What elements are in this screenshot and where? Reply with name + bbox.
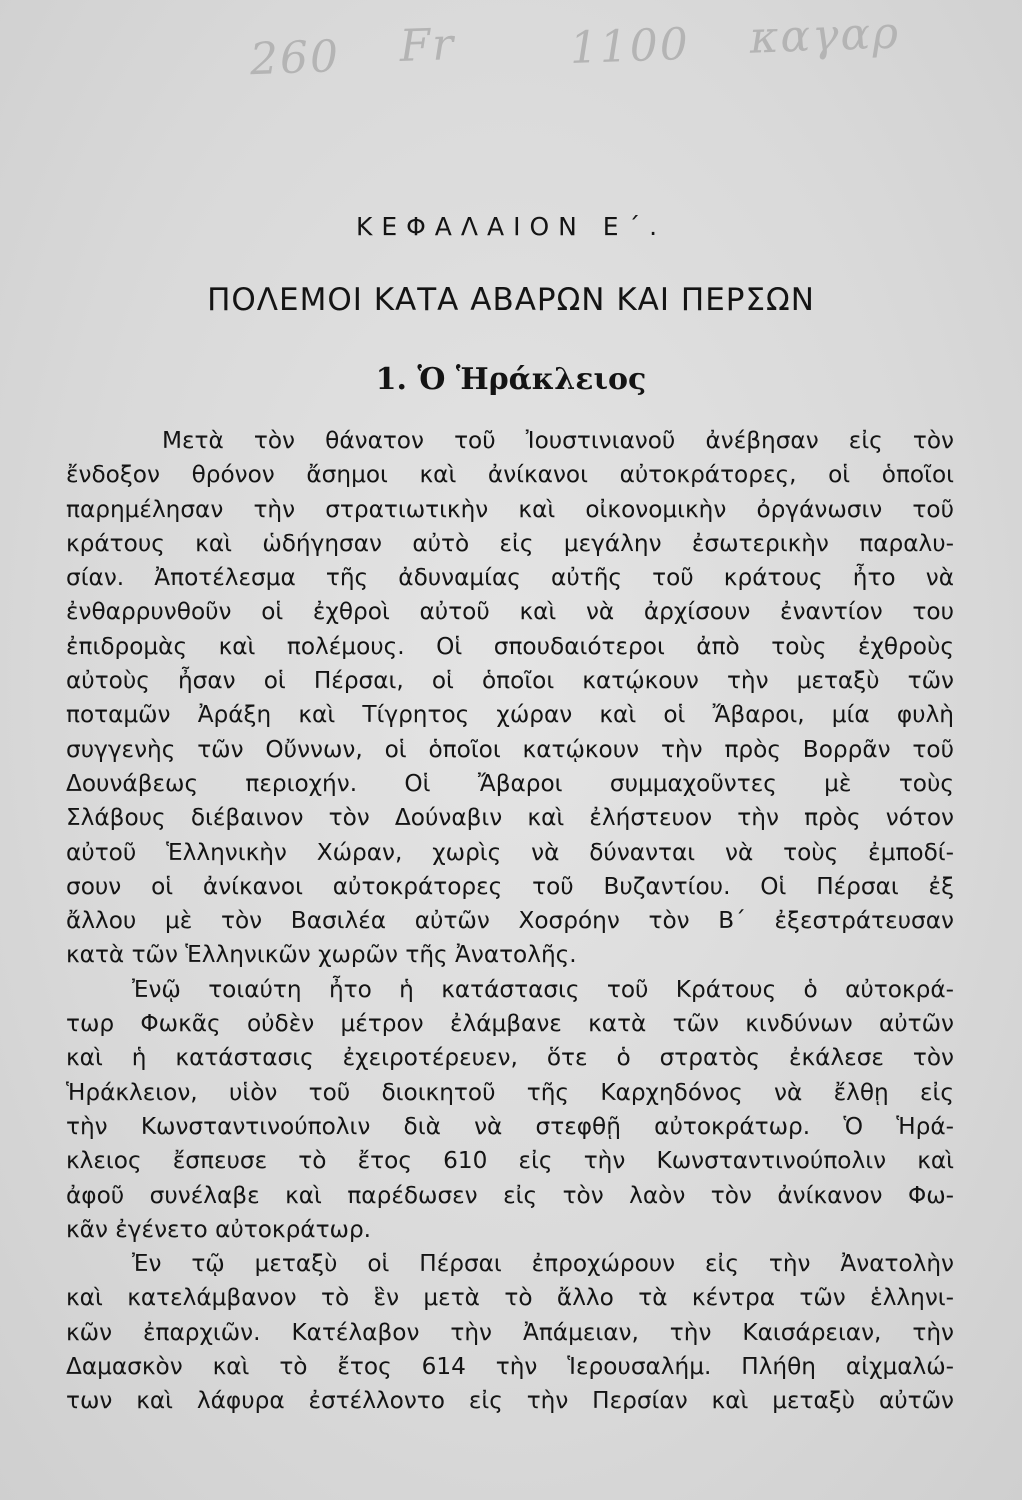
text-line: κράτους καὶ ὡδήγησαν αὐτὸ εἰς μεγάλην ἐσωτερικὴν παραλυ- xyxy=(66,529,954,557)
text-line: Ἐνῷ τοιαύτη ἦτο ἡ κατάστασις τοῦ Κράτους ὁ αὐτοκρά- xyxy=(132,975,954,1003)
text-line: συγγενὴς τῶν Οὔννων, οἱ ὁποῖοι κατῴκουν τὴν πρὸς Βορρᾶν τοῦ xyxy=(66,735,954,763)
pencil-note: 260 xyxy=(249,31,341,86)
text-line: ἐνθαρρυνθοῦν οἱ ἐχθροὶ αὐτοῦ καὶ νὰ ἀρχίσουν ἐναντίον του xyxy=(66,598,954,626)
text-line: αὐτοὺς ἦσαν οἱ Πέρσαι, οἱ ὁποῖοι κατῴκουν τὴν μεταξὺ τῶν xyxy=(66,667,954,695)
text-line: Σλάβους διέβαινον τὸν Δούναβιν καὶ ἐλήστευον τὴν πρὸς νότον xyxy=(66,804,954,832)
pencil-note: Fr xyxy=(398,19,457,72)
text-line: καὶ ἡ κατάστασις ἐχειροτέρευεν, ὅτε ὁ στρατὸς ἐκάλεσε τὸν xyxy=(66,1044,954,1072)
text-line: Μετὰ τὸν θάνατον τοῦ Ἰουστινιανοῦ ἀνέβησαν εἰς τὸν xyxy=(162,427,954,454)
text-line: ἄλλου μὲ τὸν Βασιλέα αὐτῶν Χοσρόην τὸν Β΄ ἐξεστράτευσαν xyxy=(66,907,954,935)
section-title: 1. Ὁ Ἡράκλειος xyxy=(375,362,647,397)
text-line: Ἡράκλειον, υἱὸν τοῦ διοικητοῦ τῆς Καρχηδόνος νὰ ἔλθῃ εἰς xyxy=(66,1078,954,1106)
text-line: ἐπιδρομὰς καὶ πολέμους. Οἱ σπουδαιότεροι ἀπὸ τοὺς ἐχθροὺς xyxy=(66,632,954,660)
text-line: κῶν ἐπαρχιῶν. Κατέλαβον τὴν Ἀπάμειαν, τὴν Καισάρειαν, τὴν xyxy=(66,1318,954,1346)
text-line: Ἐν τῷ μεταξὺ οἱ Πέρσαι ἐπροχώρουν εἰς τὴν Ἀνατολὴν xyxy=(132,1250,954,1278)
text-line: των καὶ λάφυρα ἐστέλλοντο εἰς τὴν Περσίαν καὶ μεταξὺ αὐτῶν xyxy=(66,1387,954,1415)
text-line: τὴν Κωνσταντινούπολιν διὰ νὰ στεφθῇ αὐτοκράτωρ. Ὁ Ἡρά- xyxy=(66,1112,954,1140)
text-line: κατὰ τῶν Ἑλληνικῶν χωρῶν τῆς Ἀνατολῆς. xyxy=(66,941,577,969)
pencil-note: καγαρ xyxy=(748,7,901,64)
text-line: Δουνάβεως περιοχήν. Οἱ Ἄβαροι συμμαχοῦντες μὲ τοὺς xyxy=(66,769,954,797)
text-line: ἀφοῦ συνέλαβε καὶ παρέδωσεν εἰς τὸν λαὸν τὸν ἀνίκανον Φω- xyxy=(66,1181,954,1209)
body-text xyxy=(66,424,954,1419)
text-line: αὐτοῦ Ἑλληνικὴν Χώραν, χωρὶς νὰ δύνανται νὰ τοὺς ἐμποδί- xyxy=(66,838,954,866)
chapter-heading: ΚΕΦΑΛΑΙΟΝ Ε΄. xyxy=(355,212,667,241)
text-line: ποταμῶν Ἀράξη καὶ Τίγρητος χώραν καὶ οἱ Ἄβαροι, μία φυλὴ xyxy=(66,701,954,729)
text-line: σίαν. Ἀποτέλεσμα τῆς ἀδυναμίας αὐτῆς τοῦ κράτους ἦτο νὰ xyxy=(66,564,954,592)
text-line: κᾶν ἐγένετο αὐτοκράτωρ. xyxy=(66,1215,372,1243)
chapter-title: ΠΟΛΕΜΟΙ ΚΑΤΑ ΑΒΑΡΩΝ ΚΑΙ ΠΕΡΣΩΝ xyxy=(207,282,815,318)
text-line: καὶ κατελάμβανον τὸ ἓν μετὰ τὸ ἄλλο τὰ κέντρα τῶν ἑλληνι- xyxy=(66,1284,954,1312)
text-line: ἔνδοξον θρόνον ἄσημοι καὶ ἀνίκανοι αὐτοκράτορες, οἱ ὁποῖοι xyxy=(66,461,954,489)
text-line: Δαμασκὸν καὶ τὸ ἔτος 614 τὴν Ἱερουσαλήμ. Πλήθη αἰχμαλώ- xyxy=(66,1353,954,1381)
pencil-annotations xyxy=(249,0,952,110)
pencil-note: 1100 xyxy=(568,18,691,75)
text-line: τωρ Φωκᾶς οὐδὲν μέτρον ἐλάμβανε κατὰ τῶν κινδύνων αὐτῶν xyxy=(66,1010,954,1038)
text-line: σουν οἱ ἀνίκανοι αὐτοκράτορες τοῦ Βυζαντίου. Οἱ Πέρσαι ἐξ xyxy=(66,872,954,900)
text-line: παρημέλησαν τὴν στρατιωτικὴν καὶ οἰκονομικὴν ὀργάνωσιν τοῦ xyxy=(66,495,954,523)
text-line: κλειος ἔσπευσε τὸ ἔτος 610 εἰς τὴν Κωνσταντινούπολιν καὶ xyxy=(66,1147,954,1175)
